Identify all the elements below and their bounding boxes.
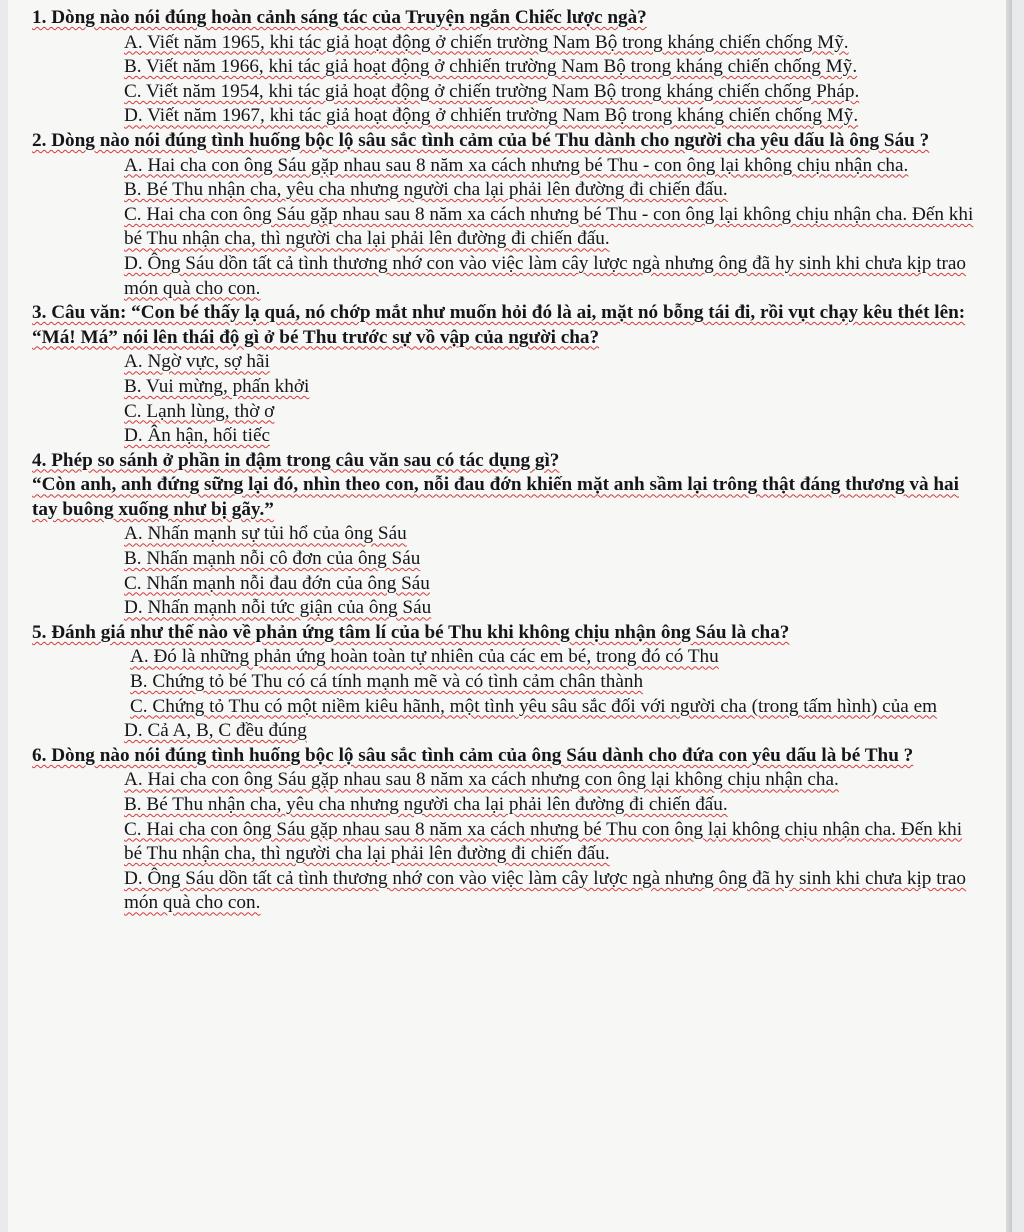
question-6-option-c[interactable]: C. Hai cha con ông Sáu gặp nhau sau 8 năm xa cách nhưng bé Thu con ông lại không chịu nhận cha. Đến khi bé Thu nhận cha, thì người cha lại phải lên đường đi chiến đấu. [124,818,963,865]
question-4-option-a[interactable]: A. Nhấn mạnh sự tủi hổ của ông Sáu [124,523,407,545]
question-1-option-c[interactable]: C. Viết năm 1954, khi tác giả hoạt động ở chiến trường Nam Bộ trong kháng chiến chống Pháp. [124,80,860,102]
question-2-option-d[interactable]: D. Ông Sáu dồn tất cả tình thương nhớ con vào việc làm cây lược ngà nhưng ông đã hy sinh khi chưa kịp trao món quà cho con. [124,252,967,299]
question-5-option-d[interactable]: D. Cả A, B, C đều đúng [124,720,307,742]
question-3 [32,301,984,449]
question-5 [32,621,984,744]
question-4-option-d[interactable]: D. Nhấn mạnh nỗi tức giận của ông Sáu [124,597,432,619]
question-2-option-a[interactable]: A. Hai cha con ông Sáu gặp nhau sau 8 năm xa cách nhưng bé Thu - con ông lại không chịu nhận cha. [124,154,909,176]
question-3-option-b[interactable]: B. Vui mừng, phấn khởi [124,375,310,397]
question-4 [32,449,984,621]
question-1-option-d[interactable]: D. Viết năm 1967, khi tác giả hoạt động ở chhiến trường Nam Bộ trong kháng chiến chống Mỹ. [124,105,859,127]
question-2-option-b[interactable]: B. Bé Thu nhận cha, yêu cha nhưng người cha lại phải lên đường đi chiến đấu. [124,179,728,201]
question-3-option-d[interactable]: D. Ân hận, hối tiếc [124,425,271,447]
question-5-option-c[interactable]: C. Chứng tỏ Thu có một niềm kiêu hãnh, một tình yêu sâu sắc đối với người cha (trong tấm hình) của em [130,695,938,717]
question-4-quote: “Còn anh, anh đứng sững lại đó, nhìn theo con, nỗi đau đớn khiến mặt anh sầm lại trông thật đáng thương và hai tay buông xuống như bị gãy.” [32,474,959,520]
question-3-option-a[interactable]: A. Ngờ vực, sợ hãi [124,351,270,373]
question-6-option-a[interactable]: A. Hai cha con ông Sáu gặp nhau sau 8 năm xa cách nhưng con ông lại không chịu nhận cha. [124,769,839,791]
question-2-stem: 2. Dòng nào nói đúng tình huống bộc lộ sâu sắc tình cảm của bé Thu dành cho người cha yêu dấu là ông Sáu ? [32,129,930,151]
question-2-option-c[interactable]: C. Hai cha con ông Sáu gặp nhau sau 8 năm xa cách nhưng bé Thu - con ông lại không chịu nhận cha. Đến khi bé Thu nhận cha, thì người cha lại phải lên đường đi chiến đấu. [124,203,974,250]
question-6-option-b[interactable]: B. Bé Thu nhận cha, yêu cha nhưng người cha lại phải lên đường đi chiến đấu. [124,794,728,815]
question-5-option-a[interactable]: A. Đó là những phản ứng hoàn toàn tự nhiên của các em bé, trong đó có Thu [130,646,719,668]
question-6 [32,744,984,916]
document-page [8,0,1012,1232]
question-4-option-b[interactable]: B. Nhấn mạnh nỗi cô đơn của ông Sáu [124,548,421,570]
question-5-stem: 5. Đánh giá như thế nào về phản ứng tâm lí của bé Thu khi không chịu nhận ông Sáu là cha? [32,621,790,643]
question-1-option-b[interactable]: B. Viết năm 1966, khi tác giả hoạt động ở chhiến trường Nam Bộ trong kháng chiến chống Mỹ. [124,56,858,78]
page-edge-shadow [1006,0,1012,1232]
question-2 [32,129,984,301]
question-1-stem: 1. Dòng nào nói đúng hoàn cảnh sáng tác của Truyện ngắn Chiếc lược ngà? [32,7,647,28]
question-4-option-c[interactable]: C. Nhấn mạnh nỗi đau đớn của ông Sáu [124,572,430,594]
question-5-option-b[interactable]: B. Chứng tỏ bé Thu có cá tính mạnh mẽ và có tình cảm chân thành [130,671,644,693]
question-3-stem: 3. Câu văn: “Con bé thấy lạ quá, nó chớp mắt như muốn hỏi đó là ai, mặt nó bỗng tái đi, rồi vụt chạy kêu thét lên: “Má! Má” nói lên thái độ gì ở bé Thu trước sự vồ vập của người cha? [32,302,966,348]
question-6-option-d[interactable]: D. Ông Sáu dồn tất cả tình thương nhớ con vào việc làm cây lược ngà nhưng ông đã hy sinh khi chưa kịp trao món quà cho con. [124,867,967,914]
question-1 [32,6,984,129]
question-6-stem: 6. Dòng nào nói đúng tình huống bộc lộ sâu sắc tình cảm của ông Sáu dành cho đứa con yêu dấu là bé Thu ? [32,744,914,766]
question-3-option-c[interactable]: C. Lạnh lùng, thờ ơ [124,400,275,422]
question-1-option-a[interactable]: A. Viết năm 1965, khi tác giả hoạt động ở chiến trường Nam Bộ trong kháng chiến chống Mỹ. [124,31,849,53]
question-4-stem: 4. Phép so sánh ở phần in đậm trong câu văn sau có tác dụng gì? [32,449,560,471]
